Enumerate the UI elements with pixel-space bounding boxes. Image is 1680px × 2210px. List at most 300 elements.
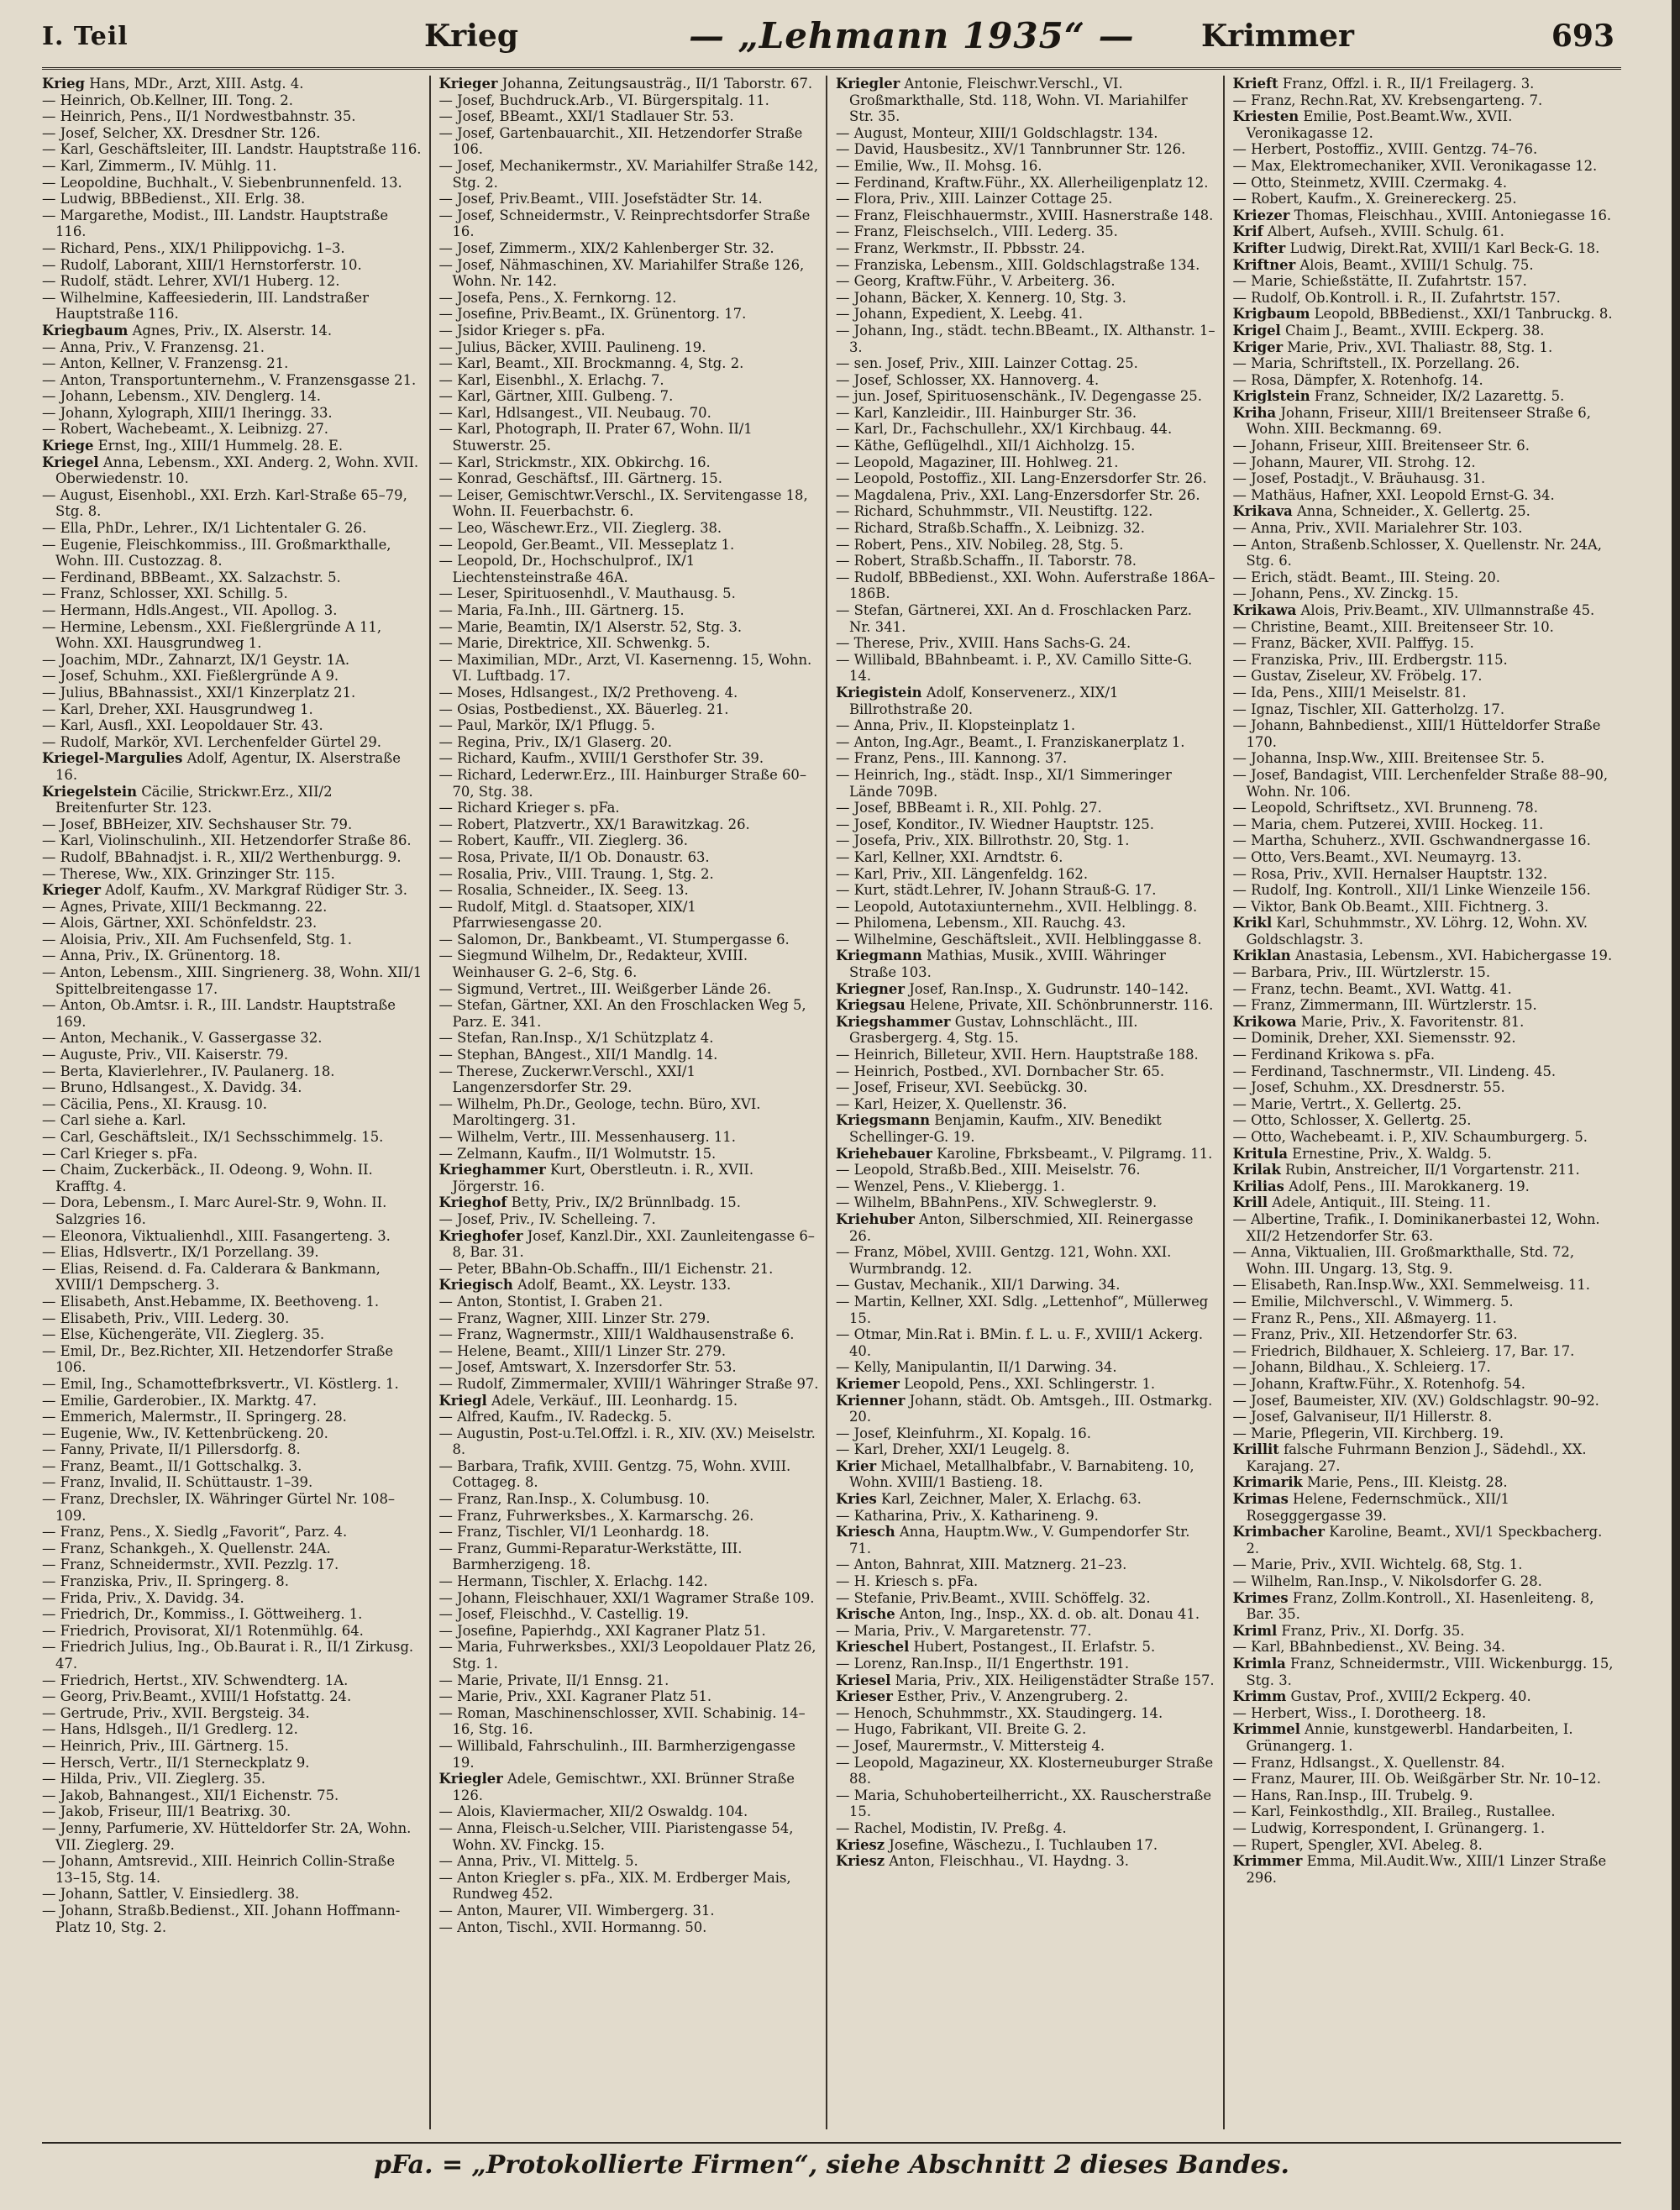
directory-entry xyxy=(439,487,820,520)
entry-text: — Wilhelm, BBahnPens., XIV. Schweglerstr. 9. xyxy=(836,1194,1158,1211)
page-number: 693 xyxy=(1551,18,1614,54)
entry-surname: Kriml xyxy=(1232,1622,1278,1639)
directory-entry xyxy=(836,1112,1216,1145)
entry-text: — Stephan, BAngest., XII/1 Mandlg. 14. xyxy=(438,1047,718,1063)
entry-text: — Alfred, Kaufm., IV. Radeckg. 5. xyxy=(438,1409,672,1425)
entry-text: — Richard, Pens., XIX/1 Philippovichg. 1–3. xyxy=(42,239,345,256)
entry-surname: Krillit xyxy=(1232,1441,1279,1458)
entry-text: — Friedrich Julius, Ing., Ob.Baurat i. R., II/1 Zirkusg. 47. xyxy=(42,1639,414,1672)
entry-text: — Roman, Maschinenschlosser, XVII. Schabinig. 14–16, Stg. 16. xyxy=(438,1704,806,1738)
directory-entry xyxy=(1233,1524,1615,1556)
entry-text: — Agnes, Private, XIII/1 Beckmanng. 22. xyxy=(42,898,328,915)
directory-entry xyxy=(1233,1112,1615,1129)
directory-entry xyxy=(836,421,1216,438)
entry-text: — Maria, Priv., V. Margaretenstr. 77. xyxy=(836,1622,1092,1639)
directory-entry xyxy=(42,685,423,701)
entry-text: — Philomena, Lebensm., XII. Rauchg. 43. xyxy=(836,915,1126,932)
directory-entry xyxy=(439,339,820,356)
entry-surname: Krif xyxy=(1232,223,1263,240)
directory-entry xyxy=(1233,454,1615,471)
entry-text: — Therese, Zuckerwr.Verschl., XXI/1 Langenzersdorfer Str. 29. xyxy=(438,1063,696,1096)
entry-text: — Franz, Pens., X. Siedlg „Favorit“, Parz. 4. xyxy=(42,1524,348,1541)
directory-entry xyxy=(1233,981,1615,998)
directory-entry xyxy=(836,685,1216,717)
column-4 xyxy=(1233,76,1622,2129)
entry-text: — Ferdinand, Kraftw.Führ., XX. Allerheiligenplatz 12. xyxy=(836,174,1209,191)
directory-entry xyxy=(836,141,1216,158)
entry-text: — Hermine, Lebensm., XXI. Fießlergründe A 11, Wohn. XXI. Hausgrundweg 1. xyxy=(42,618,382,652)
directory-entry xyxy=(836,158,1216,175)
entry-text: Adolf, Pens., III. Marokkanerg. 19. xyxy=(1289,1178,1530,1194)
directory-entry xyxy=(439,240,820,257)
directory-entry xyxy=(1233,619,1615,636)
entry-text: Karoline, Beamt., XVI/1 Speckbacherg. 2. xyxy=(1246,1524,1603,1556)
entry-text: — Marie, Private, II/1 Ennsg. 21. xyxy=(438,1672,669,1688)
directory-entry xyxy=(836,191,1216,207)
directory-entry xyxy=(836,849,1216,866)
directory-entry xyxy=(1233,1063,1615,1080)
directory-entry xyxy=(1233,997,1615,1014)
entry-text: — Emil, Dr., Bez.Richter, XII. Hetzendorfer Straße 106. xyxy=(42,1342,394,1376)
entry-text: — Emilie, Ww., II. Mohsg. 16. xyxy=(836,157,1042,174)
directory-entry xyxy=(1233,570,1615,586)
entry-text: — Emil, Ing., Schamottefbrksvertr., VI. Köstlerg. 1. xyxy=(42,1375,399,1392)
directory-entry xyxy=(836,1524,1216,1556)
entry-text: — Carl Krieger s. pFa. xyxy=(42,1145,198,1162)
directory-entry xyxy=(1233,1771,1615,1787)
directory-entry xyxy=(42,257,423,274)
directory-entry xyxy=(42,207,423,240)
entry-text: — Elias, Hdlsvertr., IX/1 Porzellang. 39. xyxy=(42,1244,319,1261)
entry-surname: Kriger xyxy=(1232,339,1284,355)
directory-entry xyxy=(1233,1047,1615,1063)
entry-text: — Alois, Klaviermacher, XII/2 Oswaldg. 104. xyxy=(438,1803,748,1820)
directory-entry xyxy=(42,668,423,685)
entry-text: — Richard, Lederwr.Erz., III. Hainburger Straße 60–70, Stg. 38. xyxy=(438,766,807,800)
directory-entry xyxy=(439,388,820,405)
directory-entry xyxy=(439,207,820,240)
entry-text: — Hermann, Hdls.Angest., VII. Apollog. 3. xyxy=(42,602,338,618)
entry-text: — Anton Kriegler s. pFa., XIX. M. Erdberger Mais, Rundweg 452. xyxy=(438,1869,791,1903)
entry-text: — Anton, Transportunternehm., V. Franzensgasse 21. xyxy=(42,371,417,388)
entry-text: — Franz, Hdlsangst., X. Quellenstr. 84. xyxy=(1232,1754,1505,1771)
entry-text: Ludwig, Direkt.Rat, XVIII/1 Karl Beck-G. 18. xyxy=(1289,239,1600,256)
entry-text: — Aloisia, Priv., XII. Am Fuchsenfeld, Stg. 1. xyxy=(42,931,352,948)
entry-text: Mathias, Musik., XVIII. Währinger Straße 103. xyxy=(849,948,1166,981)
directory-entry xyxy=(42,997,423,1030)
entry-text: Rubin, Anstreicher, II/1 Vorgartenstr. 211. xyxy=(1285,1162,1580,1178)
entry-text: — Elisabeth, Priv., VIII. Lederg. 30. xyxy=(42,1310,290,1326)
directory-entry xyxy=(1233,158,1615,175)
directory-entry xyxy=(836,1211,1216,1244)
entry-text: Kurt, Oberstleutn. i. R., XVII. Jörgerstr. 16. xyxy=(452,1162,754,1194)
directory-entry xyxy=(1233,537,1615,570)
entry-text: Josefine, Wäschezu., I. Tuchlauben 17. xyxy=(889,1836,1158,1853)
directory-entry xyxy=(439,1590,820,1607)
directory-entry xyxy=(836,1047,1216,1063)
directory-entry xyxy=(42,175,423,192)
entry-text: — Ferdinand, BBBeamt., XX. Salzachstr. 5. xyxy=(42,569,341,585)
entry-surname: Kriezer xyxy=(1232,207,1290,223)
directory-entry xyxy=(1233,866,1615,883)
directory-entry xyxy=(1233,1393,1615,1409)
directory-entry xyxy=(42,1441,423,1458)
directory-entry xyxy=(42,240,423,257)
entry-text: — Therese, Ww., XIX. Grinzinger Str. 115. xyxy=(42,865,335,882)
entry-text: — Auguste, Priv., VII. Kaiserstr. 79. xyxy=(42,1047,289,1063)
entry-text: — Wilhelm, Ran.Insp., V. Nikolsdorfer G. 28. xyxy=(1232,1573,1542,1590)
directory-entry xyxy=(439,1870,820,1903)
directory-entry xyxy=(1233,388,1615,405)
entry-text: Adele, Antiquit., III. Steing. 11. xyxy=(1272,1194,1491,1211)
entry-text: — Karl, Photograph, II. Prater 67, Wohn. II/1 Stuwerstr. 25. xyxy=(438,421,753,454)
directory-entry xyxy=(42,750,423,783)
directory-entry xyxy=(1233,701,1615,718)
entry-text: — August, Eisenhobl., XXI. Erzh. Karl-Straße 65–79, Stg. 8. xyxy=(42,486,407,520)
entry-text: Adele, Gemischtwr., XXI. Brünner Straße 126. xyxy=(452,1771,795,1803)
entry-text: — Eleonora, Viktualienhdl., XIII. Fasangerteng. 3. xyxy=(42,1227,391,1244)
entry-text: Franz, Schneider, IX/2 Lazarettg. 5. xyxy=(1314,388,1565,405)
directory-entry xyxy=(836,372,1216,389)
directory-entry xyxy=(836,306,1216,323)
entry-text: — Anton, Straßenb.Schlosser, X. Quellenstr. Nr. 24A, Stg. 6. xyxy=(1232,536,1602,570)
directory-entry xyxy=(42,339,423,356)
directory-entry xyxy=(439,717,820,734)
entry-text: — Chaim, Zuckerbäck., II. Odeong. 9, Wohn. II. Krafftg. 4. xyxy=(42,1162,373,1194)
directory-entry xyxy=(836,553,1216,570)
directory-entry xyxy=(42,438,423,454)
entry-text: — Ferdinand Krikowa s. pFa. xyxy=(1232,1047,1436,1063)
entry-text: — Robert, Wachebeamt., X. Leibnizg. 27. xyxy=(42,421,329,438)
entry-text: Adolf, Agentur, IX. Alserstraße 16. xyxy=(55,750,401,783)
entry-surname: Kriegel xyxy=(42,454,99,470)
entry-text: — Erich, städt. Beamt., III. Steing. 20. xyxy=(1232,569,1500,585)
directory-entry xyxy=(42,388,423,405)
directory-entry xyxy=(42,1047,423,1063)
directory-entry xyxy=(42,1853,423,1886)
entry-text: — Anton, Ob.Amtsr. i. R., III. Landstr. Hauptstraße 169. xyxy=(42,997,396,1030)
entry-text: — Josef, Nähmaschinen, XV. Mariahilfer Straße 126, Wohn. Nr. 142. xyxy=(438,256,805,290)
entry-surname: Krieg xyxy=(42,76,85,92)
entry-text: — Carl, Geschäftsleit., IX/1 Sechsschimmelg. 15. xyxy=(42,1129,384,1145)
entry-text: — Franz, Möbel, XVIII. Gentzg. 121, Wohn. XXI. Wurmbrandg. 12. xyxy=(836,1244,1172,1277)
directory-entry xyxy=(42,1886,423,1903)
directory-entry xyxy=(1233,882,1615,899)
directory-entry xyxy=(439,767,820,800)
entry-text: — Rosalia, Priv., VIII. Traung. 1, Stg. 2. xyxy=(438,865,714,882)
entry-text: Johanna, Zeitungsausträg., II/1 Taborstr. 67. xyxy=(501,76,813,92)
directory-entry xyxy=(439,866,820,883)
entry-surname: Krill xyxy=(1232,1194,1268,1211)
directory-entry xyxy=(836,948,1216,980)
entry-text: — Franz, Fuhrwerksbes., X. Karmarschg. 26. xyxy=(438,1507,754,1524)
entry-text: — Rudolf, städt. Lehrer, XVI/1 Huberg. 12. xyxy=(42,273,340,290)
entry-text: — Margarethe, Modist., III. Landstr. Hauptstraße 116. xyxy=(42,207,389,240)
entry-text: Anna, Lebensm., XXI. Anderg. 2, Wohn. XVII. Oberwiedenstr. 10. xyxy=(55,454,419,487)
entry-text: Adolf, Kaufm., XV. Markgraf Rüdiger Str. 3. xyxy=(105,882,407,899)
entry-text: — Franz R., Pens., XII. Aßmayerg. 11. xyxy=(1232,1310,1497,1326)
directory-entry xyxy=(836,1063,1216,1080)
directory-entry xyxy=(439,635,820,652)
entry-text: — Anton, Maurer, VII. Wimbergerg. 31. xyxy=(438,1902,715,1919)
entry-text: — Lorenz, Ran.Insp., II/1 Engerthstr. 191. xyxy=(836,1656,1130,1672)
entry-text: Hans, MDr., Arzt, XIII. Astg. 4. xyxy=(89,76,304,92)
directory-entry xyxy=(42,717,423,734)
entry-text: — Otto, Vers.Beamt., XVI. Neumayrg. 13. xyxy=(1232,848,1522,865)
directory-entry xyxy=(836,1590,1216,1607)
directory-entry xyxy=(42,1096,423,1113)
entry-text: — Heinrich, Pens., II/1 Nordwestbahnstr. 35. xyxy=(42,108,356,125)
entry-surname: Krimbacher xyxy=(1232,1524,1325,1541)
directory-entry xyxy=(836,800,1216,816)
directory-entry xyxy=(439,108,820,125)
entry-text: — Marie, Priv., XXI. Kagraner Platz 51. xyxy=(438,1688,712,1705)
entry-text: Johann, Friseur, XIII/1 Breitenseer Straße 6, Wohn. XIII. Beckmanng. 69. xyxy=(1246,404,1591,438)
entry-text: — Willibald, Fahrschulinh., III. Barmherzigengasse 19. xyxy=(438,1737,795,1771)
entry-text: Thomas, Fleischhau., XVIII. Antoniegasse 16. xyxy=(1294,207,1612,223)
directory-entry xyxy=(836,635,1216,652)
entry-text: — Regina, Priv., IX/1 Glaserg. 20. xyxy=(438,733,673,750)
entry-text: — Johann, Ing., städt. techn.BBeamt., IX. Althanstr. 1–3. xyxy=(836,322,1215,355)
directory-entry xyxy=(42,537,423,570)
directory-entry xyxy=(1233,849,1615,866)
column-2 xyxy=(439,76,828,2129)
directory-entry xyxy=(439,1672,820,1689)
directory-entry xyxy=(836,1738,1216,1755)
entry-surname: Kriegisch xyxy=(438,1277,513,1294)
entry-text: — Josef, Schuhm., XXI. Fießlergründe A 9. xyxy=(42,668,339,685)
directory-entry xyxy=(439,1541,820,1573)
directory-entry xyxy=(439,816,820,833)
entry-text: — Anna, Priv., II. Klopsteinplatz 1. xyxy=(836,717,1076,734)
directory-entry xyxy=(836,1458,1216,1491)
entry-text: — Eugenie, Ww., IV. Kettenbrückeng. 20. xyxy=(42,1425,328,1441)
directory-entry xyxy=(836,652,1216,685)
entry-text: — Leopold, Dr., Hochschulprof., IX/1 Liechtensteinstraße 46A. xyxy=(438,553,696,585)
entry-text: Josef, Ran.Insp., X. Gudrunstr. 140–142. xyxy=(909,980,1189,997)
directory-entry xyxy=(836,355,1216,372)
directory-entry xyxy=(42,1194,423,1227)
entry-text: — Josef, Zimmerm., XIX/2 Kahlenberger Str. 32. xyxy=(438,239,774,256)
entry-text: — Gustav, Mechanik., XII/1 Darwing. 34. xyxy=(836,1277,1121,1294)
directory-entry xyxy=(836,1425,1216,1442)
directory-entry xyxy=(1233,1787,1615,1804)
directory-entry xyxy=(836,1491,1216,1508)
entry-surname: Kriftner xyxy=(1232,256,1296,273)
directory-entry xyxy=(1233,750,1615,767)
entry-text: — Richard Krieger s. pFa. xyxy=(438,800,620,816)
directory-entry xyxy=(439,701,820,718)
directory-entry xyxy=(439,1047,820,1063)
entry-text: — Franziska, Priv., II. Springerg. 8. xyxy=(42,1573,289,1590)
entry-text: — Therese, Priv., XVIII. Hans Sachs-G. 24. xyxy=(836,635,1131,652)
directory-entry xyxy=(1233,800,1615,816)
directory-entry xyxy=(439,372,820,389)
entry-text: — Franz, techn. Beamt., XVI. Wattg. 41. xyxy=(1232,980,1512,997)
directory-entry xyxy=(439,290,820,307)
entry-surname: Kriehebauer xyxy=(836,1145,932,1162)
directory-entry xyxy=(836,1359,1216,1376)
entry-text: — Karl, Ausfl., XXI. Leopoldauer Str. 43. xyxy=(42,717,323,734)
directory-entry xyxy=(439,1261,820,1278)
entry-text: — Josef, Bandagist, VIII. Lerchenfelder Straße 88–90, Wohn. Nr. 106. xyxy=(1232,766,1609,800)
entry-surname: Kriesz xyxy=(836,1853,885,1870)
entry-text: Anton, Silberschmied, XII. Reinergasse 26. xyxy=(849,1210,1194,1244)
directory-entry xyxy=(836,866,1216,883)
directory-title: — „Lehmann 1935“ — xyxy=(689,15,1135,56)
entry-text: — Leser, Spirituosenhdl., V. Mauthausg. 5. xyxy=(438,585,736,602)
directory-entry xyxy=(1233,1803,1615,1820)
directory-entry xyxy=(439,1688,820,1705)
entry-text: — Wilhelm, Vertr., III. Messenhauserg. 11. xyxy=(438,1129,736,1145)
directory-entry xyxy=(42,1787,423,1804)
directory-entry xyxy=(42,1541,423,1557)
entry-text: — Johann, Bildhau., X. Schleierg. 17. xyxy=(1232,1359,1491,1376)
directory-entry xyxy=(836,932,1216,948)
entry-text: — Josefa, Priv., XIX. Billrothstr. 20, Stg. 1. xyxy=(836,832,1130,849)
entry-text: — Barbara, Trafik, XVIII. Gentzg. 75, Wohn. XVIII. Cottageg. 8. xyxy=(438,1457,791,1491)
directory-entry xyxy=(439,1425,820,1458)
directory-entry xyxy=(439,158,820,191)
entry-surname: Krimmer xyxy=(1232,1853,1303,1870)
entry-text: — Friedrich, Bildhauer, X. Schleierg. 17, Bar. 17. xyxy=(1232,1342,1575,1359)
entry-text: — Karl, Gärtner, XIII. Gulbeng. 7. xyxy=(438,388,674,405)
entry-text: — Marie, Schießstätte, II. Zufahrtstr. 157. xyxy=(1232,273,1527,290)
entry-text: — Moses, Hdlsangest., IX/2 Prethoveng. 4. xyxy=(438,684,738,701)
entry-text: — Maria, Schriftstell., IX. Porzellang. 26. xyxy=(1232,355,1520,372)
directory-entry xyxy=(439,1491,820,1508)
entry-text: — jun. Josef, Spirituosenschänk., IV. Degengasse 25. xyxy=(836,388,1202,405)
entry-surname: Krier xyxy=(836,1457,877,1474)
entry-text: — Marie, Pflegerin, VII. Kirchberg. 19. xyxy=(1232,1425,1504,1441)
directory-entry xyxy=(42,1590,423,1607)
entry-surname: Kriesz xyxy=(836,1836,885,1853)
directory-entry xyxy=(42,405,423,422)
directory-entry xyxy=(836,1705,1216,1722)
entry-surname: Kriesten xyxy=(1232,108,1299,125)
entry-text: Anna, Schneider., X. Gellertg. 25. xyxy=(1296,503,1530,520)
entry-text: Emilie, Post.Beamt.Ww., XVII. Veronikagasse 12. xyxy=(1246,108,1513,141)
entry-text: Anton, Ing., Insp., XX. d. ob. alt. Donau 41. xyxy=(899,1606,1200,1623)
entry-surname: Kriegelstein xyxy=(42,783,138,800)
directory-entry xyxy=(1233,1409,1615,1425)
directory-entry xyxy=(42,191,423,207)
directory-entry xyxy=(439,652,820,685)
directory-entry xyxy=(1233,1491,1615,1524)
directory-entry xyxy=(1233,685,1615,701)
entry-text: — Johann, Friseur, XIII. Breitenseer Str. 6. xyxy=(1232,438,1530,454)
directory-entry xyxy=(439,948,820,980)
directory-entry xyxy=(836,537,1216,554)
entry-text: Leopold, Pens., XXI. Schlingerstr. 1. xyxy=(904,1375,1156,1392)
directory-entry xyxy=(439,1063,820,1096)
entry-text: — Kurt, städt.Lehrer, IV. Johann Strauß-G. 17. xyxy=(836,882,1157,899)
entry-text: — Maria, Fa.Inh., III. Gärtnerg. 15. xyxy=(438,602,685,618)
entry-text: — Johann, Straßb.Bedienst., XII. Johann Hoffmann-Platz 10, Stg. 2. xyxy=(42,1902,401,1935)
directory-entry xyxy=(42,1721,423,1738)
directory-entry xyxy=(42,1688,423,1705)
entry-text: Marie, Priv., X. Favoritenstr. 81. xyxy=(1300,1013,1525,1030)
entry-text: — Josef, Konditor., IV. Wiedner Hauptstr. 125. xyxy=(836,816,1154,832)
entry-surname: Kriegmann xyxy=(836,948,922,964)
entry-text: — Franz, Werkmstr., II. Pbbsstr. 24. xyxy=(836,239,1085,256)
directory-entry xyxy=(439,1129,820,1146)
entry-text: — Johann, Maurer, VII. Strohg. 12. xyxy=(1232,454,1476,470)
directory-entry xyxy=(439,685,820,701)
entry-text: — Karl, Kellner, XXI. Arndtstr. 6. xyxy=(836,848,1063,865)
entry-text: — Anton, Lebensm., XIII. Singrienerg. 38, Wohn. XII/1 Spittelbreitengasse 17. xyxy=(42,964,423,997)
entry-surname: Krieger xyxy=(438,76,498,92)
entry-text: — Bruno, Hdlsangest., X. Davidg. 34. xyxy=(42,1079,302,1096)
entry-surname: Krieghammer xyxy=(438,1162,546,1178)
directory-entry xyxy=(836,273,1216,290)
directory-entry xyxy=(439,1146,820,1163)
directory-entry xyxy=(836,734,1216,751)
directory-entry xyxy=(1233,1556,1615,1573)
directory-entry xyxy=(42,355,423,372)
entry-text: — Maria, Fuhrwerksbes., XXI/3 Leopoldauer Platz 26, Stg. 1. xyxy=(438,1639,816,1672)
entry-text: — Karl, Dreher, XXI. Hausgrundweg 1. xyxy=(42,701,313,717)
directory-entry xyxy=(439,1194,820,1211)
entry-text: — Leopold, Schriftsetz., XVI. Brunneng. 78. xyxy=(1232,800,1538,816)
directory-entry xyxy=(836,405,1216,422)
entry-text: — Willibald, BBahnbeamt. i. P., XV. Camillo Sitte-G. 14. xyxy=(836,651,1193,685)
entry-text: — Else, Küchengeräte, VII. Zieglerg. 35. xyxy=(42,1326,325,1343)
entry-text: — Frida, Priv., X. Davidg. 34. xyxy=(42,1589,244,1606)
directory-entry xyxy=(836,1162,1216,1178)
directory-entry xyxy=(836,816,1216,833)
entry-surname: Kriegistein xyxy=(836,684,922,701)
entry-text: — Maria, chem. Putzerei, XVIII. Hockeg. 11. xyxy=(1232,816,1544,832)
directory-entry xyxy=(439,932,820,948)
entry-text: — Josef, Buchdruck.Arb., VI. Bürgerspitalg. 11. xyxy=(438,92,769,108)
directory-entry xyxy=(42,602,423,619)
directory-entry xyxy=(439,1359,820,1376)
directory-entry xyxy=(836,1606,1216,1623)
directory-entry xyxy=(439,585,820,602)
directory-entry xyxy=(836,1326,1216,1359)
directory-entry xyxy=(439,899,820,932)
directory-entry xyxy=(836,915,1216,932)
directory-entry xyxy=(439,1228,820,1261)
entry-text: — Rudolf, BBBedienst., XXI. Wohn. Auferstraße 186A–186B. xyxy=(836,569,1215,602)
directory-entry xyxy=(1233,470,1615,487)
entry-text: — Rosa, Priv., XVII. Hernalser Hauptstr. 132. xyxy=(1232,865,1548,882)
entry-text: — Franz, Rechn.Rat, XV. Krebsengarteng. 7. xyxy=(1232,92,1543,108)
entry-surname: Kriegsmann xyxy=(836,1112,931,1129)
entry-text: — H. Kriesch s. pFa. xyxy=(836,1573,979,1590)
entry-text: — Karl, Zimmerm., IV. Mühlg. 11. xyxy=(42,157,277,174)
directory-entry xyxy=(1233,1639,1615,1656)
entry-text: — Karl, Kanzleidir., III. Hainburger Str. 36. xyxy=(836,404,1137,421)
directory-entry xyxy=(1233,1359,1615,1376)
directory-entry xyxy=(1233,767,1615,800)
entry-text: — Otto, Wachebeamt. i. P., XIV. Schaumburgerg. 5. xyxy=(1232,1129,1588,1145)
part-label: I. Teil xyxy=(42,22,129,51)
directory-entry xyxy=(439,1343,820,1360)
directory-entry xyxy=(1233,1688,1615,1705)
entry-surname: Krikl xyxy=(1232,915,1273,932)
entry-text: — Anton, Tischl., XVII. Hormanng. 50. xyxy=(438,1919,707,1935)
directory-entry xyxy=(836,1294,1216,1326)
entry-text: — Franz, Maurer, III. Ob. Weißgärber Str. Nr. 10–12. xyxy=(1232,1771,1601,1787)
entry-text: — Jakob, Friseur, III/1 Beatrixg. 30. xyxy=(42,1803,291,1820)
directory-entry xyxy=(1233,1244,1615,1277)
directory-entry xyxy=(836,1787,1216,1820)
entry-text: — Karl, BBahnbedienst., XV. Being. 34. xyxy=(1232,1639,1505,1656)
entry-text: — Franziska, Lebensm., XIII. Goldschlagstraße 134. xyxy=(836,256,1200,273)
directory-entry xyxy=(836,1244,1216,1277)
